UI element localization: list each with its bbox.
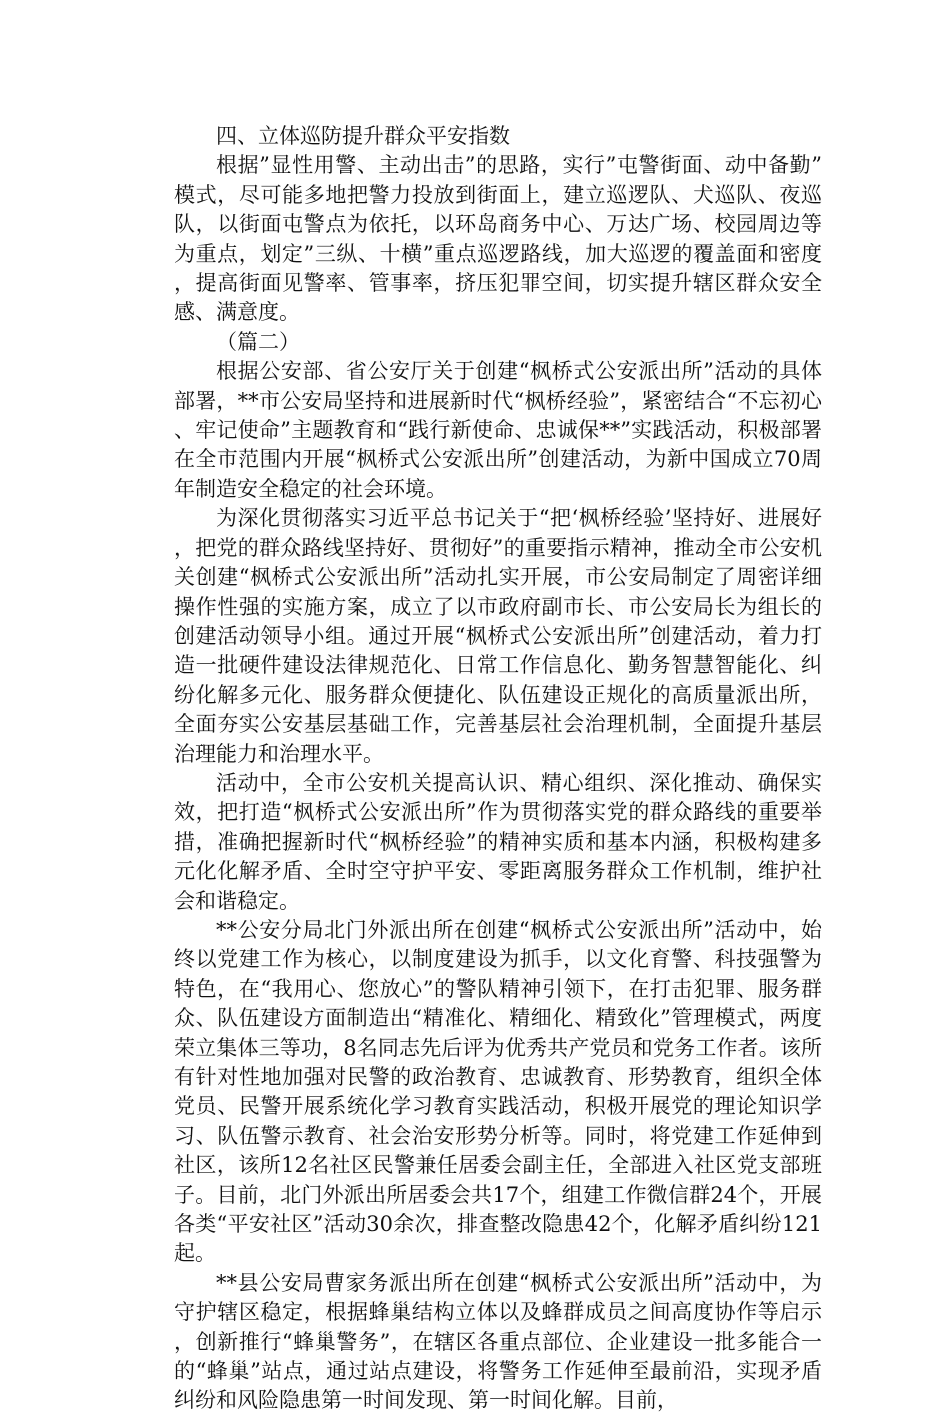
paragraph: 根据”显性用警、主动出击”的思路，实行”屯警街面、动中备勤”模式，尽可能多地把警力投放到街面上，建立巡逻队、犬巡队、夜巡队，以街面屯警点为依托，以环岛商务中心、万达广场、校园周边等为重点，划定”三纵、十横”重点巡逻路线，加大巡逻的覆盖面和密度，提高街面见警率、管事率，挤压犯罪空间，切实提升辖区群众安全感、满意度。 [174,153,822,325]
paragraph: **公安分局北门外派出所在创建“枫桥式公安派出所”活动中，始终以党建工作为核心，以制度建设为抓手，以文化育警、科技强警为特色，在“我用心、您放心”的警队精神引领下，在打击犯罪、服务群众、队伍建设方面制造出“精准化、精细化、精致化”管理模式，两度荣立集体三等功，8名同志先后评为优秀共产党员和党务工作者。该所有针对性地加强对民警的政治教育、忠诚教育、形势教育，组织全体党员、民警开展系统化学习教育实践活动，积极开展党的理论知识学习、队伍警示教育、社会治安形势分析等。同时，将党建工作延伸到社区，该所12名社区民警兼任居委会副主任，全部进入社区党支部班子。目前，北门外派出所居委会共17个，组建工作微信群24个，开展各类“平安社区”活动30余次，排查整改隐患42个，化解矛盾纠纷121起。 [174,917,822,1266]
paragraph: 根据公安部、省公安厅关于创建“枫桥式公安派出所”活动的具体部署，**市公安局坚持和进展新时代“枫桥经验”，紧密结合“不忘初心、牢记使命”主题教育和“践行新使命、忠诚保**”实践活动，积极部署在全市范围内开展“枫桥式公安派出所”创建活动，为新中国成立70周年制造安全稳定的社会环境。 [174,359,822,501]
paragraph: 为深化贯彻落实习近平总书记关于“把‘枫桥经验’坚持好、进展好，把党的群众路线坚持好、贯彻好”的重要指示精神，推动全市公安机关创建“枫桥式公安派出所”活动扎实开展，市公安局制定了周密详细操作性强的实施方案，成立了以市政府副市长、市公安局长为组长的创建活动领导小组。通过开展“枫桥式公安派出所”创建活动，着力打造一批硬件建设法律规范化、日常工作信息化、勤务智慧智能化、纠纷化解多元化、服务群众便捷化、队伍建设正规化的高质量派出所，全面夯实公安基层基础工作，完善基层社会治理机制，全面提升基层治理能力和治理水平。 [174,506,822,766]
section-heading: （篇二） [216,329,300,354]
paragraph: 活动中，全市公安机关提高认识、精心组织、深化推动、确保实效，把打造“枫桥式公安派出所”作为贯彻落实党的群众路线的重要举措，准确把握新时代“枫桥经验”的精神实质和基本内涵，积极构建多元化化解矛盾、全时空守护平安、零距离服务群众工作机制，维护社会和谐稳定。 [174,770,822,913]
document-page [174,122,822,1416]
paragraph: **县公安局曹家务派出所在创建“枫桥式公安派出所”活动中，为守护辖区稳定，根据蜂巢结构立体以及蜂群成员之间高度协作等启示，创新推行“蜂巢警务”，在辖区各重点部位、企业建设一批多能合一的“蜂巢”站点，通过站点建设，将警务工作延伸至最前沿，实现矛盾纠纷和风险隐患第一时间发现、第一时间化解。目前， [174,1270,822,1413]
section-heading: 四、立体巡防提升群众平安指数 [216,124,510,148]
